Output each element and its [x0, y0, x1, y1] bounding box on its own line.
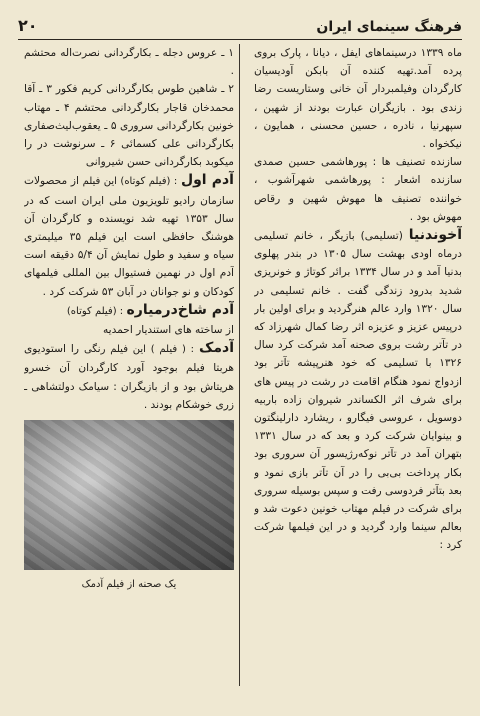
left-column: [24, 44, 234, 700]
entry-title: آدم شاخ‌درمیاره: [126, 301, 234, 318]
entry-body: از ساخته های استندیار احمدیه: [102, 324, 234, 337]
entry-title: آخوندنیا: [408, 227, 462, 244]
photo-caption: یک صحنه از فیلم آدمک: [81, 579, 177, 591]
entry-adam-avval: [24, 171, 234, 300]
right-column: [254, 44, 462, 700]
entry-title: آدمک: [199, 340, 234, 357]
entry-body: را استودیوی هربتا فیلم بوجود آورد کارگردان آن خسرو هریتاش بود و از بازیگران : سیامک دولتشاهی ـ زری خوشکام بودند .: [24, 343, 234, 411]
composers-paragraph: سازنده تصنیف ها : پورهاشمی حسین صمدی سازنده اشعار : پورهاشمی شهرآشوب ، خواننده تصنیف ها مهوش شهین و رقاص مهوش بود .: [254, 156, 462, 223]
entry-title: آدم اول: [180, 172, 234, 189]
intro-paragraph: ماه ۱۳۳۹ درسینماهای ایفل ، دیانا ، پارک بروی پرده آمد.تهیه کننده آن بابکن آودیسیان کارگردان وفیلمبردار آن خانی وستاریست رضا زندی بود . بازیگران عبارت بودند از شهین ، سپهرنیا ، نادره ، حسین محسنی ، همایون ، نیکخواه .: [254, 47, 462, 151]
entry-body: (تسلیمی) بازیگر ، خانم تسلیمی درماه اودی بهشت سال ۱۳۰۵ در بندر پهلوی بدنیا آمد و در سال ۱۳۳۴ برائر کوتاژ و خونریزی شدید بدرود زندگی گفت . خانم تسلیمی در سال ۱۳۲۰ وارد عالم هنرگردید و برای اولین بار درپیس عزیز و عزیزه اثر رضا کمال شهرزاد که در تآتر رشت بروی صحنه آمد شرکت کرد سال ۱۳۲۶ با تسلیمی که خود هنرپیشه تآتر بود ازدواج نمود هنگام اقامت در رشت در پیس های برای شرف اثر الکساندر شیروان زاده باربیه دوسویل ، عروسی فیگارو ، ریشارد دارلینگتون و بینوایان شرکت کرد و بعد که در سال ۱۳۳۱ بتهران آمد در تآتر نوکه‌رژیسور آن سروری بود بکار پرداخت بی‌بی را در آن تآتر بازی نمود و بعد بتآتر فردوسی رفت و سپس بوسیله سروری برای شرکت در فیلم مهتاب خونین دعوت شد و بعالم سینما وارد گردید و در این فیلمها شرکت کرد :: [254, 230, 462, 552]
entry-subtitle: : ( فیلم ) این فیلم رنگی: [83, 344, 195, 356]
entry-adamak: [24, 339, 234, 414]
page-header: [18, 0, 462, 40]
entry-body: از محصولات سازمان رادیو تلویزیون ملی ایران است که در سال ۱۳۵۳ تهیه شد نویسنده و کارگردان آن هوشنگ حافظی است این فیلم ۳۵ میلیمتری سیاه و سفید و طول نمایش آن ۵/۴ دقیقه است آدم اول در نهمین فستیوال بین المللی فیلمهای کودکان و نو جوانان در آبان ۵۳ شرکت کرد .: [24, 175, 234, 298]
film-still-photo: [24, 420, 234, 570]
running-title: فرهنگ سینمای ایران: [316, 19, 462, 35]
column-divider: [239, 44, 240, 686]
page-number: ۲۰: [18, 16, 38, 35]
entry-akhoundnia: [254, 226, 462, 555]
entry-subtitle: : (فیلم کوتاه) این فیلم: [82, 176, 178, 188]
entry-subtitle: : (فیلم کوتاه): [66, 305, 124, 317]
entry-adam-shakh: [24, 301, 234, 339]
film-list: ۱ ـ عروس دجله ـ بکارگردانی نصرت‌اله محتشم . ۲ ـ شاهین طوس بکارگردانی کریم فکور ۳ ـ آقا محمدخان قاجار بکارگردانی محتشم ۴ ـ مهتاب خونین بکارگردانی سروری ۵ ـ یعقوب‌لیث‌صفاری بکارگردانی علی کسمائی ۶ ـ سرنوشت در را میکوبد بکارگردانی حسن شیروانی: [24, 47, 234, 169]
